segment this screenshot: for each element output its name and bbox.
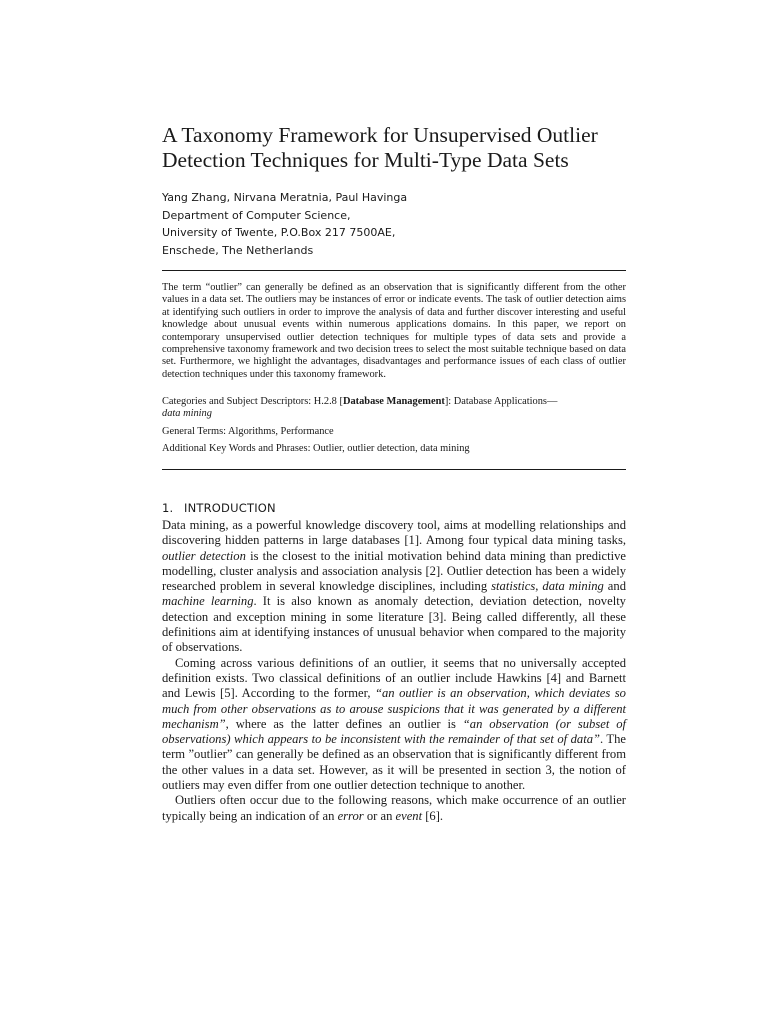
- abstract-bottom-rule: [162, 469, 626, 470]
- paragraph-2: Coming across various definitions of an outlier, it seems that no universally accepted definition exists. Two classical definitions of an outlier include Hawkins [4] and Barnett and Lewis [5]. According to the former, “an outlier is an observation, which deviates so much from other observations as to arouse suspicions that it was generated by a different mechanism”, where as the latter defines an outlier is “an observation (or subset of observations) which appears to be inconsistent with the remainder of that set of data”. The term ”outlier” can generally be defined as an observation that is significantly different from the other values in a data set. However, as it will be presented in section 3, the notion of outliers may even differ from one outlier detection technique to another.: [162, 655, 627, 793]
- section-number: 1.: [162, 501, 174, 515]
- categories-descriptors: [162, 396, 626, 421]
- affiliation-line-3: Enschede, The Netherlands: [162, 243, 314, 257]
- section-heading: [162, 500, 626, 516]
- paragraph-1: Data mining, as a powerful knowledge discovery tool, aims at modelling relationships and discovering hidden patterns in large databases [1]. Among four typical data mining tasks, outlier detection is the closest to the initial motivation behind data mining than predictive modelling, cluster analysis and association analysis [2]. Outlier detection has been a widely researched problem in several knowledge disciplines, including statistics, data mining and machine learning. It is also known as anomaly detection, deviation detection, novelty detection and exception mining in some literature [3]. Being called differently, all these definitions aim at identifying instances of unusual behavior when compared to the majority of observations.: [162, 518, 626, 655]
- general-terms-text: General Terms: Algorithms, Performance: [162, 426, 334, 437]
- abstract-top-rule: [162, 270, 626, 271]
- general-terms: [162, 426, 626, 438]
- keywords-text: Additional Key Words and Phrases: Outlier, outlier detection, data mining: [162, 443, 470, 454]
- title-line-1: A Taxonomy Framework for Unsupervised Outlier: [162, 123, 598, 147]
- author-block: [162, 189, 626, 259]
- categories-bold: Database Management: [342, 396, 445, 407]
- affiliation-line-2: University of Twente, P.O.Box 217 7500AE,: [162, 226, 396, 239]
- keywords: [162, 443, 626, 455]
- section-title: INTRODUCTION: [184, 501, 276, 515]
- author-names: Yang Zhang, Nirvana Meratnia, Paul Havinga: [162, 191, 408, 204]
- introduction-body: [162, 518, 626, 824]
- categories-suffix: ]: Database Applications—: [444, 396, 558, 407]
- paper-title: [162, 123, 626, 173]
- paragraph-3: Outliers often occur due to the following reasons, which make occurrence of an outlier typically being an indication of an error or an event [6].: [162, 793, 626, 823]
- title-line-2: Detection Techniques for Multi-Type Data Sets: [162, 148, 569, 172]
- categories-italic: data mining: [162, 408, 212, 420]
- affiliation-line-1: Department of Computer Science,: [162, 208, 351, 222]
- abstract: The term “outlier” can generally be defined as an observation that is significantly different from the other values in a data set. The outliers may be instances of error or indicate events. The task of outlier detection aims at identifying such outliers in order to improve the analysis of data and further discover interesting and useful knowledge about unusual events within numerous applications domains. In this paper, we report on contemporary unsupervised outlier detection techniques for multiple types of data sets and provide a comprehensive taxonomy framework and two decision trees to select the most suitable technique based on data set. Furthermore, we highlight the advantages, disadvantages and performance issues of each class of outlier detection techniques under this taxonomy framework.: [162, 282, 626, 380]
- categories-prefix: Categories and Subject Descriptors: H.2.8 [: [162, 396, 343, 407]
